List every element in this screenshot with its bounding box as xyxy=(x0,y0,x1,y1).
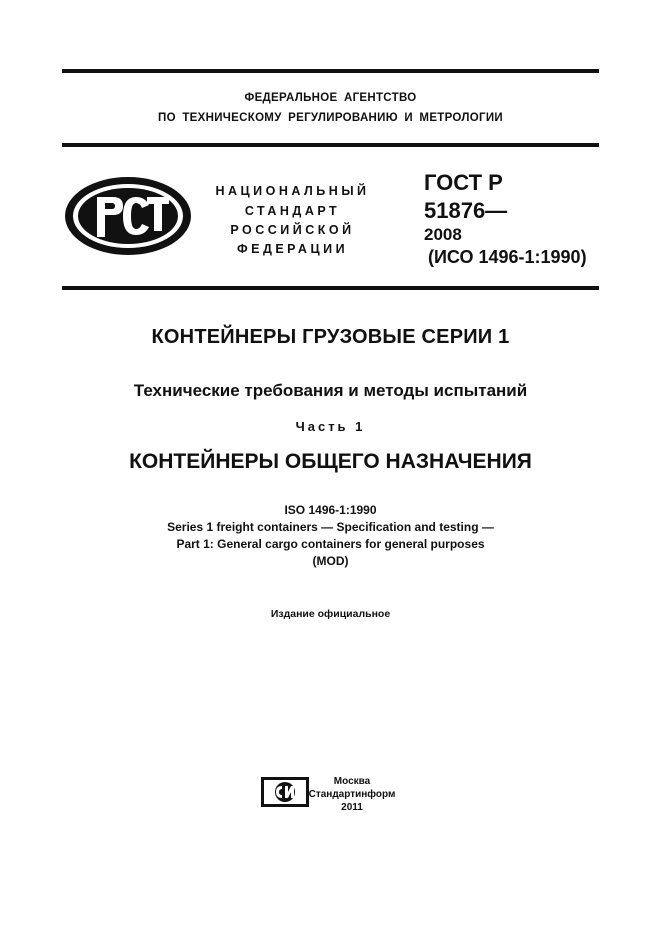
iso-reference-line-3: Part 1: General cargo containers for general purposes xyxy=(176,537,485,551)
gost-designation-line-2: 51876— xyxy=(424,198,508,223)
iso-reference-line-4: (MOD) xyxy=(312,554,349,568)
publisher-name: Стандартинформ xyxy=(308,789,396,800)
header-rule xyxy=(62,143,599,147)
standartinform-logo-icon xyxy=(261,777,309,807)
part-number: Часть 1 xyxy=(295,419,366,434)
edition-label: Издание официальное xyxy=(270,608,391,620)
rst-logo-icon xyxy=(63,175,193,257)
part-title: КОНТЕЙНЕРЫ ОБЩЕГО НАЗНАЧЕНИЯ xyxy=(129,450,532,473)
publisher-city: Москва xyxy=(333,776,371,787)
publisher-logo xyxy=(261,777,309,807)
top-rule xyxy=(62,69,599,73)
subtitle: Технические требования и методы испытаний xyxy=(133,381,528,400)
agency-line-1: ФЕДЕРАЛЬНОЕ АГЕНТСТВО xyxy=(244,92,417,104)
iso-reference-line-1: ISO 1496-1:1990 xyxy=(284,503,377,517)
standard-type-line-3: РОССИЙСКОЙ xyxy=(230,223,355,237)
designation-rule xyxy=(62,286,599,290)
gost-designation-line-4: (ИСО 1496-1:1990) xyxy=(428,247,587,267)
rst-logo xyxy=(63,175,193,257)
gost-designation-line-3: 2008 xyxy=(424,225,462,244)
iso-reference-line-2: Series 1 freight containers — Specification and testing — xyxy=(167,520,494,534)
agency-line-2: ПО ТЕХНИЧЕСКОМУ РЕГУЛИРОВАНИЮ И МЕТРОЛОГИИ xyxy=(158,112,503,124)
main-title: КОНТЕЙНЕРЫ ГРУЗОВЫЕ СЕРИИ 1 xyxy=(151,326,510,348)
standard-type-line-4: ФЕДЕРАЦИИ xyxy=(236,242,349,256)
gost-designation-line-1: ГОСТ Р xyxy=(424,170,503,195)
standard-type-line-2: СТАНДАРТ xyxy=(244,204,341,218)
publisher-year: 2011 xyxy=(341,802,363,813)
standard-type-line-1: НАЦИОНАЛЬНЫЙ xyxy=(215,184,370,198)
